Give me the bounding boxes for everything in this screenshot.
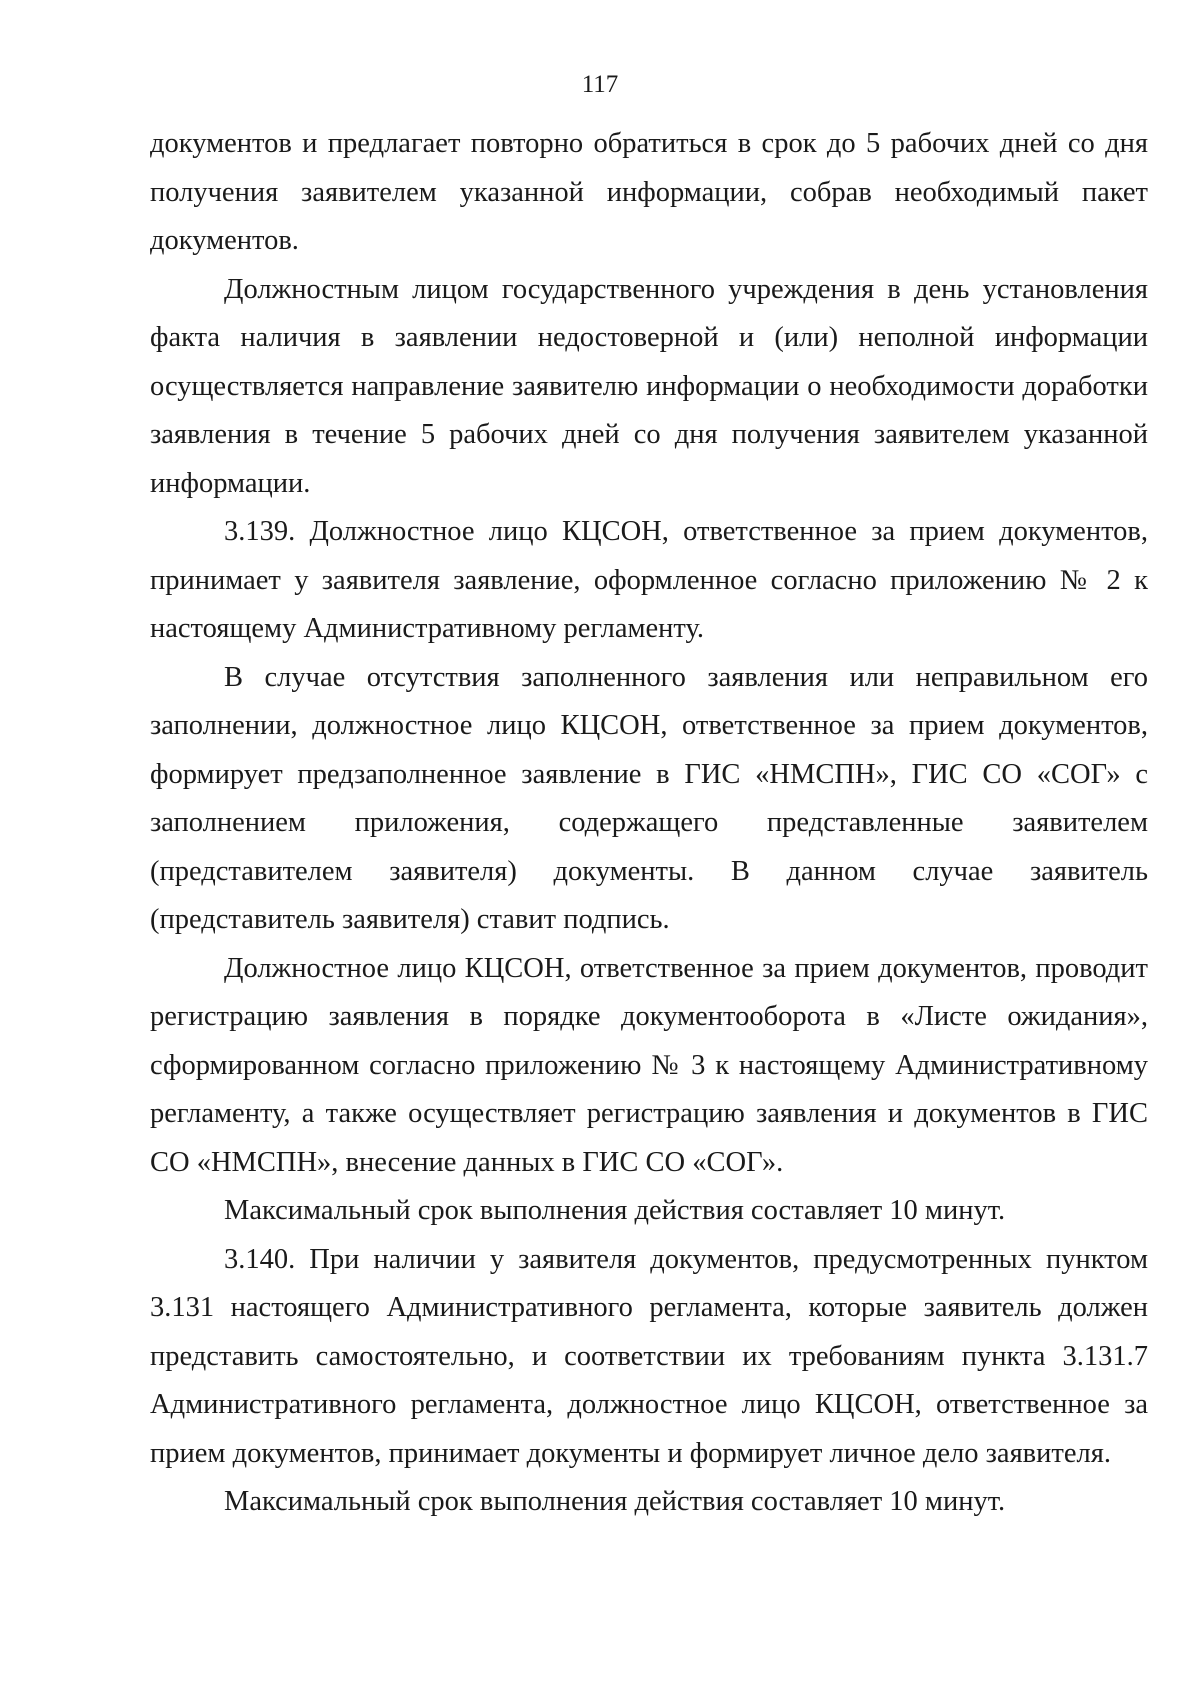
paragraph-max-time-2: Максимальный срок выполнения действия составляет 10 минут. <box>224 1486 1006 1517</box>
paragraph-max-time-1: Максимальный срок выполнения действия составляет 10 минут. <box>224 1195 1006 1226</box>
paragraph-registration: Должностное лицо КЦСОН, ответственное за прием документов, проводит регистрацию заявления в порядке документооборота в «Листе ожидания», сформированном согласно приложению № 3 к настоящему Административному регламенту, а также осуществляет регистрацию заявления и документов в ГИС СО «НМСПН», внесение данных в ГИС СО «СОГ». <box>150 952 1148 1178</box>
paragraph-continuation: документов и предлагает повторно обратиться в срок до 5 рабочих дней со дня получения заявителем указанной информации, собрав необходимый пакет документов. <box>150 128 1148 256</box>
paragraph-3-139: 3.139. Должностное лицо КЦСОН, ответственное за прием документов, принимает у заявителя заявление, оформленное согласно приложению № 2 к настоящему Административному регламенту. <box>150 516 1148 644</box>
page-number: 117 <box>581 71 619 98</box>
paragraph-incomplete-info-notice: Должностным лицом государственного учреждения в день установления факта наличия в заявлении недостоверной и (или) неполной информации осуществляется направление заявителю информации о необходимости доработки заявления в течение 5 рабочих дней со дня получения заявителем указанной информации. <box>150 273 1148 499</box>
document-body <box>150 120 1148 1527</box>
paragraph-prefilled-application: В случае отсутствия заполненного заявления или неправильном его заполнении, должностное лицо КЦСОН, ответственное за прием документов, формирует предзаполненное заявление в ГИС «НМСПН», ГИС СО «СОГ» с заполнением приложения, содержащего представленные заявителем (представителем заявителя) документы. В данном случае заявитель (представитель заявителя) ставит подпись. <box>150 661 1148 935</box>
paragraph-3-140: 3.140. При наличии у заявителя документов, предусмотренных пунктом 3.131 настоящего Административного регламента, которые заявитель должен представить самостоятельно, и соответствии их требованиям пункта 3.131.7 Административного регламента, должностное лицо КЦСОН, ответственное за прием документов, принимает документы и формирует личное дело заявителя. <box>150 1243 1148 1469</box>
